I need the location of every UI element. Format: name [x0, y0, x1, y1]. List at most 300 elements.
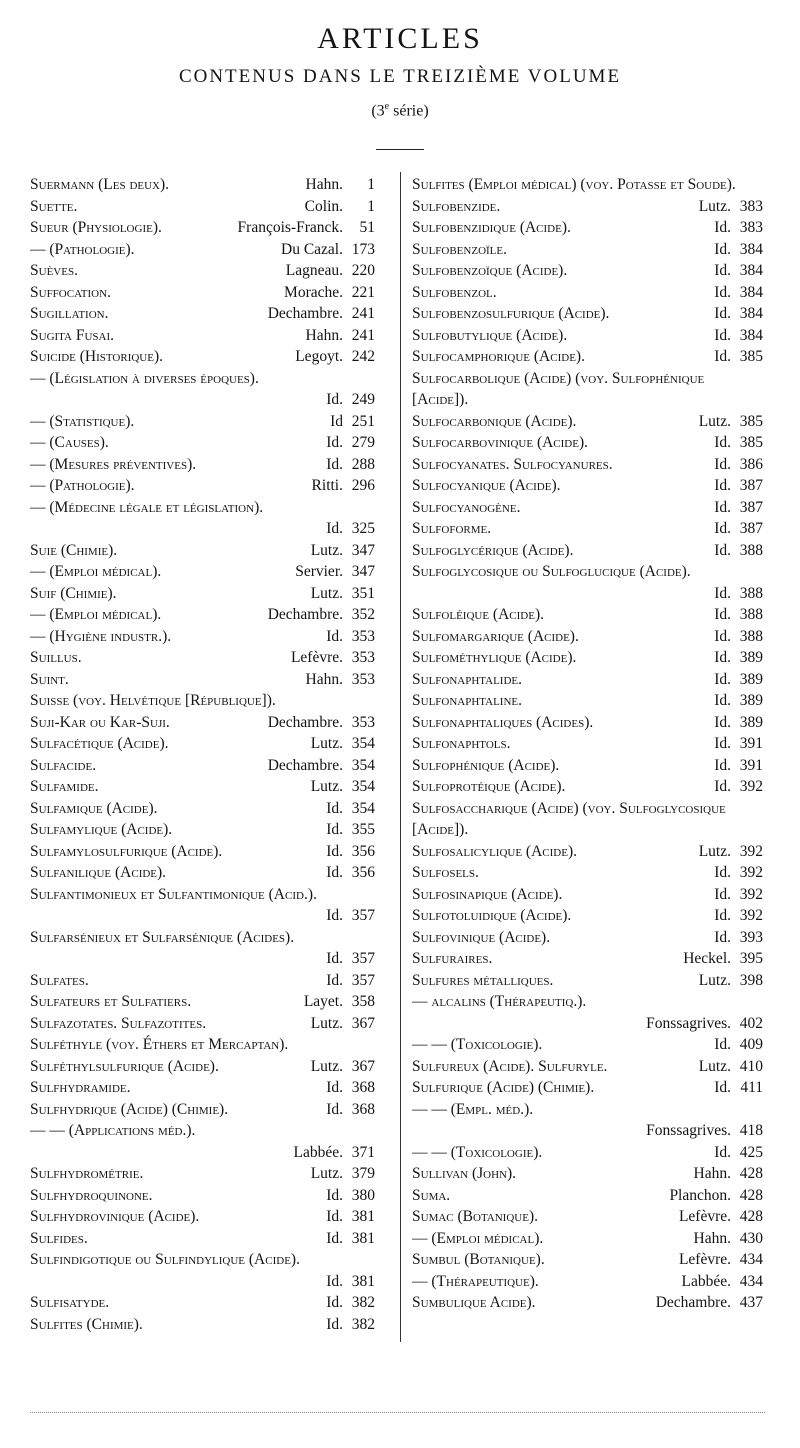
entry-author: Hahn. [305, 670, 343, 688]
entry-author: Id. [714, 928, 731, 946]
index-entry [412, 1056, 763, 1078]
entry-page: 428 [739, 1208, 763, 1225]
index-entry [30, 776, 375, 798]
entry-author: Du Cazal. [281, 240, 343, 258]
entry-label: Sulfosalicylique (Acide). [412, 842, 577, 860]
entry-author: Lutz. [310, 1165, 343, 1182]
entry-label: Suint. [30, 670, 69, 688]
entry-author: Id. [714, 713, 731, 731]
index-entry [30, 1099, 375, 1121]
entry-page: 383 [739, 219, 763, 236]
index-entry [412, 475, 763, 497]
index-entry [412, 1271, 763, 1293]
entry-label: Sulfhydramide. [30, 1079, 131, 1096]
index-entry [412, 604, 763, 626]
entry-label: Sulfhydroquinone. [30, 1186, 153, 1204]
entry-label: — — (Toxicologie). [412, 1036, 543, 1053]
entry-label: Sulfovinique (Acide). [412, 928, 551, 946]
entry-page: 389 [739, 670, 763, 688]
entry-label: — (Médecine légale et législation). [30, 498, 264, 516]
entry-page: 356 [351, 864, 375, 881]
entry-author: Id. [326, 1079, 343, 1096]
entry-label: Sulfocyanogène. [412, 498, 521, 516]
entry-author: Id. [326, 1208, 343, 1225]
entry-page: 411 [740, 1079, 763, 1096]
entry-label: Sulfhydrovinique (Acide). [30, 1208, 200, 1225]
entry-author: Lutz. [698, 197, 731, 215]
entry-page: 386 [739, 455, 763, 473]
entry-author: Id. [714, 735, 731, 752]
index-entry [30, 1056, 375, 1078]
index-entry [30, 1013, 375, 1035]
entry-page: 385 [739, 412, 763, 430]
entry-author: Id. [714, 477, 731, 494]
index-entry [412, 626, 763, 648]
entry-page: 381 [351, 1272, 375, 1290]
entry-author: Id. [326, 1272, 343, 1290]
entry-author: Id. [326, 1229, 343, 1247]
entry-page: 352 [351, 606, 375, 623]
entry-author: Id. [714, 627, 731, 645]
index-entry [412, 196, 763, 218]
index-entry [30, 1228, 375, 1250]
entry-label: Sulfocyanates. Sulfocyanures. [412, 455, 613, 473]
entry-label: Sulfobenzosulfurique (Acide). [412, 305, 610, 322]
entry-label: — — (Empl. méd.). [412, 1100, 534, 1118]
entry-page: 353 [351, 649, 375, 666]
entry-author: François-Franck. [237, 219, 343, 236]
index-entry [412, 669, 763, 691]
entry-page: 388 [739, 584, 763, 602]
entry-page: 382 [351, 1315, 375, 1333]
entry-label: Sulfisatyde. [30, 1294, 110, 1311]
entry-author: Hahn. [693, 1229, 731, 1247]
index-entry [412, 432, 763, 454]
entry-page: 367 [351, 1014, 375, 1032]
entry-label: — (Emploi médical). [30, 606, 162, 623]
entry-author: Dechambre. [267, 606, 343, 623]
entry-page: 347 [351, 563, 375, 580]
index-entry [30, 1292, 375, 1314]
entry-page: 398 [739, 971, 763, 989]
entry-author: Id. [714, 907, 731, 924]
entry-page: 241 [351, 305, 375, 322]
entry-page: 425 [739, 1143, 763, 1161]
entry-author: Id. [714, 434, 731, 451]
entry-label: Sulfonaphtols. [412, 735, 511, 752]
index-entry [412, 733, 763, 755]
entry-label: Sulfites (Chimie). [30, 1315, 143, 1333]
index-entry [30, 1034, 375, 1056]
entry-author: Id. [326, 520, 343, 537]
entry-page: 251 [351, 412, 375, 430]
entry-label: — — (Applications méd.). [30, 1122, 196, 1139]
entry-author: Layet. [303, 993, 343, 1010]
entry-page: 371 [351, 1143, 375, 1161]
index-entry [30, 260, 375, 282]
index-entry [412, 1185, 763, 1207]
index-entry [30, 196, 375, 218]
index-entry [30, 1314, 375, 1336]
entry-label: — — (Toxicologie). [412, 1143, 543, 1161]
entry-page: 384 [739, 326, 763, 344]
index-entry [412, 798, 763, 841]
entry-label: — (Thérapeutique). [412, 1272, 539, 1290]
entry-author: Id. [714, 692, 731, 709]
entry-page: 357 [351, 950, 375, 967]
index-entry [412, 497, 763, 519]
entry-author: Id. [326, 391, 343, 408]
entry-label: — (Emploi médical). [30, 563, 162, 580]
title-rule [376, 149, 424, 150]
entry-author: Id. [326, 627, 343, 645]
index-entry [30, 991, 375, 1013]
entry-label: Sulfonaphtaline. [412, 692, 522, 709]
entry-author: Lutz. [698, 412, 731, 430]
entry-label: Sulfocarbovinique (Acide). [412, 434, 588, 451]
entry-label: Sulféthyle (voy. Éthers et Mercaptan). [30, 1036, 289, 1053]
entry-label: Sulfazotates. Sulfazotites. [30, 1014, 207, 1032]
entry-page: 51 [359, 219, 375, 236]
entry-page: 381 [351, 1229, 375, 1247]
entry-label: Sulfomargarique (Acide). [412, 627, 579, 645]
entry-author: Lutz. [310, 778, 343, 795]
entry-author: Id. [714, 584, 731, 602]
entry-page: 389 [739, 649, 763, 666]
right-column [412, 174, 763, 1314]
index-entry [412, 905, 763, 927]
entry-page: 358 [351, 993, 375, 1010]
entry-page: 391 [739, 756, 763, 774]
entry-label: Sulfoglycosique ou Sulfoglucique (Acide). [412, 563, 691, 580]
entry-author: Hahn. [693, 1165, 731, 1182]
entry-page: 392 [739, 778, 763, 795]
entry-author: Id. [714, 1079, 731, 1096]
entry-page: 355 [351, 821, 375, 838]
index-entry [412, 325, 763, 347]
index-entry [412, 518, 763, 540]
entry-page: 368 [351, 1079, 375, 1096]
entry-label: Suie (Chimie). [30, 541, 118, 559]
entry-page: 385 [739, 348, 763, 365]
entry-page: 392 [739, 842, 763, 860]
entry-label: — (Hygiène industr.). [30, 627, 172, 645]
entry-author: Lutz. [310, 735, 343, 752]
entry-page: 1 [367, 197, 375, 215]
index-entry [412, 368, 763, 411]
entry-page: 384 [739, 305, 763, 322]
index-entry [30, 626, 375, 648]
entry-page: 389 [739, 692, 763, 709]
entry-label: Sulfanilique (Acide). [30, 864, 167, 881]
index-entry [30, 174, 375, 196]
entry-label: Sumbul (Botanique). [412, 1251, 545, 1268]
index-entry [412, 755, 763, 777]
entry-author: Lutz. [698, 842, 731, 860]
entry-author: Lutz. [698, 1057, 731, 1075]
index-entry [412, 841, 763, 863]
entry-label: Suffocation. [30, 283, 111, 301]
entry-page: 410 [739, 1057, 763, 1075]
entry-label: Sullivan (John). [412, 1165, 517, 1182]
entry-page: 384 [739, 283, 763, 301]
index-entry [412, 884, 763, 906]
index-entry [412, 690, 763, 712]
left-column [30, 174, 375, 1335]
entry-label: Suillus. [30, 649, 82, 666]
entry-page: 395 [739, 950, 763, 967]
entry-label: Sulfures métalliques. [412, 971, 554, 989]
entry-author: Id. [714, 670, 731, 688]
entry-page: 391 [739, 735, 763, 752]
entry-label: Sulfarsénieux et Sulfarsénique (Acides). [30, 928, 295, 946]
entry-author: Id. [326, 1186, 343, 1204]
entry-author: Dechambre. [267, 713, 343, 731]
entry-label: Sulfonaphtaliques (Acides). [412, 713, 594, 731]
entry-label: — (Législation à diverses époques). [30, 369, 259, 387]
entry-label: Sulfamylosulfurique (Acide). [30, 842, 223, 860]
index-entry [412, 1142, 763, 1164]
entry-label: Sulfoforme. [412, 520, 492, 537]
index-entry [30, 1249, 375, 1292]
entry-page: 357 [351, 971, 375, 989]
index-entry [30, 970, 375, 992]
entry-page: 388 [739, 627, 763, 645]
entry-page: 381 [351, 1208, 375, 1225]
entry-label: Sulfosels. [412, 864, 479, 881]
index-entry [30, 282, 375, 304]
entry-page: 279 [351, 434, 375, 451]
entry-author: Id. [714, 305, 731, 322]
entry-label: — (Causes). [30, 434, 109, 451]
entry-author: Id. [714, 455, 731, 473]
entry-page: 430 [739, 1229, 763, 1247]
entry-label: Sulfosaccharique (Acide) (voy. Sulfoglycosique [Acide]). [412, 799, 726, 838]
entry-author: Dechambre. [267, 305, 343, 322]
entry-label: Suisse (voy. Helvétique [République]). [30, 692, 276, 709]
entry-author: Id. [714, 778, 731, 795]
entry-author: Dechambre. [267, 756, 343, 774]
entry-author: Lefèvre. [678, 1251, 731, 1268]
entry-label: Sulfobenzidique (Acide). [412, 219, 571, 236]
entry-label: Sulfoglycérique (Acide). [412, 541, 574, 559]
entry-page: 382 [351, 1294, 375, 1311]
entry-page: 393 [739, 928, 763, 946]
entry-author: Id. [714, 1143, 731, 1161]
entry-author: Labbée. [293, 1143, 343, 1161]
entry-label: Sugita Fusai. [30, 326, 114, 344]
index-entry [30, 303, 375, 325]
entry-page: 428 [739, 1165, 763, 1182]
entry-author: Id. [714, 885, 731, 903]
entry-author: Lutz. [310, 1057, 343, 1075]
entry-author: Id. [714, 1036, 731, 1053]
entry-page: 380 [351, 1186, 375, 1204]
entry-author: Id. [326, 821, 343, 838]
entry-author: Lefèvre. [678, 1208, 731, 1225]
index-entry [412, 1163, 763, 1185]
entry-author: Id. [326, 907, 343, 924]
entry-page: 392 [739, 864, 763, 881]
index-entry [412, 862, 763, 884]
entry-page: 392 [739, 885, 763, 903]
entry-label: Suèves. [30, 262, 78, 279]
entry-label: Sulfophénique (Acide). [412, 756, 560, 774]
entry-page: 220 [351, 262, 375, 279]
entry-label: Sulfobenzol. [412, 283, 497, 301]
index-entry [412, 970, 763, 992]
index-entry [30, 1163, 375, 1185]
entry-label: Sumbulique Acide). [412, 1294, 536, 1311]
entry-author: Lefèvre. [290, 649, 343, 666]
entry-author: Id. [714, 649, 731, 666]
entry-page: 402 [739, 1014, 763, 1032]
entry-page: 388 [739, 541, 763, 559]
index-entry [412, 991, 763, 1034]
entry-author: Id. [714, 240, 731, 258]
entry-author: Id. [326, 434, 343, 451]
entry-label: Sugillation. [30, 305, 109, 322]
entry-page: 367 [351, 1057, 375, 1075]
entry-page: 379 [351, 1165, 375, 1182]
index-entry [30, 1206, 375, 1228]
entry-label: Sulfotoluidique (Acide). [412, 907, 572, 924]
index-entry [30, 432, 375, 454]
entry-label: Sulfantimonieux et Sulfantimonique (Acid.). [30, 885, 317, 903]
entry-label: Sulfurique (Acide) (Chimie). [412, 1079, 595, 1096]
entry-author: Id. [714, 756, 731, 774]
entry-author: Id. [714, 326, 731, 344]
entry-page: 384 [739, 262, 763, 279]
entry-page: 434 [739, 1251, 763, 1268]
index-entry [30, 819, 375, 841]
entry-label: — (Mesures préventives). [30, 455, 197, 473]
index-entry [30, 1185, 375, 1207]
entry-author: Id. [714, 520, 731, 537]
index-entry [412, 948, 763, 970]
entry-page: 387 [739, 520, 763, 537]
entry-label: Suif (Chimie). [30, 584, 117, 602]
index-entry [30, 1077, 375, 1099]
entry-label: Sumac (Botanique). [412, 1208, 538, 1225]
entry-label: Sulfoléique (Acide). [412, 606, 544, 623]
index-entry [30, 733, 375, 755]
entry-page: 356 [351, 842, 375, 860]
entry-page: 387 [739, 498, 763, 516]
entry-page: 241 [351, 326, 375, 344]
index-entry [412, 239, 763, 261]
entry-page: 347 [351, 541, 375, 559]
entry-page: 368 [351, 1100, 375, 1118]
entry-page: 409 [739, 1036, 763, 1053]
index-entry [412, 776, 763, 798]
entry-label: — (Emploi médical). [412, 1229, 544, 1247]
entry-author: Id. [714, 864, 731, 881]
entry-author: Id. [326, 842, 343, 860]
entry-label: Sulfobenzoïle. [412, 240, 507, 258]
entry-page: 389 [739, 713, 763, 731]
entry-label: Sulfides. [30, 1229, 88, 1247]
entry-page: 325 [351, 520, 375, 537]
entry-author: Servier. [295, 563, 343, 580]
index-entry [30, 712, 375, 734]
entry-author: Planchon. [669, 1186, 731, 1204]
index-entry [412, 411, 763, 433]
index-entry [30, 239, 375, 261]
bottom-rule [30, 1412, 765, 1413]
entry-author: Hahn. [305, 176, 343, 193]
entry-label: Suermann (Les deux). [30, 176, 170, 193]
entry-label: Suette. [30, 197, 78, 215]
entry-page: 296 [351, 477, 375, 494]
entry-page: 221 [351, 283, 375, 301]
index-entry [30, 884, 375, 927]
entry-author: Id [330, 412, 343, 430]
entry-page: 385 [739, 434, 763, 451]
index-entry [412, 1034, 763, 1056]
entry-author: Ritti. [311, 477, 343, 494]
entry-page: 354 [351, 735, 375, 752]
entry-label: Suji-Kar ou Kar-Suji. [30, 713, 170, 731]
entry-page: 392 [739, 907, 763, 924]
index-entry [30, 346, 375, 368]
index-entry [412, 282, 763, 304]
series-label: (3e série) [371, 101, 429, 120]
index-entry [412, 540, 763, 562]
entry-label: — (Pathologie). [30, 240, 135, 258]
index-entry [30, 690, 375, 712]
entry-author: Id. [714, 219, 731, 236]
entry-page: 288 [351, 455, 375, 473]
entry-author: Id. [714, 348, 731, 365]
entry-label: Sulfacétique (Acide). [30, 735, 169, 752]
index-entry [412, 260, 763, 282]
entry-label: Sulfuraires. [412, 950, 493, 967]
entry-label: Sulfométhylique (Acide). [412, 649, 577, 666]
entry-label: Sueur (Physiologie). [30, 219, 162, 236]
entry-author: Colin. [304, 197, 343, 215]
entry-label: Sulfamylique (Acide). [30, 821, 173, 838]
index-entry [412, 346, 763, 368]
entry-label: — (Pathologie). [30, 477, 135, 494]
index-entry [30, 540, 375, 562]
entry-page: 418 [739, 1122, 763, 1139]
entry-page: 357 [351, 907, 375, 924]
entry-label: Sulfites (Emploi médical) (voy. Potasse et Soude). [412, 176, 736, 193]
index-entry [30, 755, 375, 777]
entry-label: Sulfocyanique (Acide). [412, 477, 561, 494]
index-entry [412, 1249, 763, 1271]
entry-label: Sulfobenzide. [412, 197, 501, 215]
entry-author: Lutz. [310, 541, 343, 559]
index-entry [30, 798, 375, 820]
entry-author: Hahn. [305, 326, 343, 344]
entry-page: 434 [739, 1272, 763, 1290]
entry-page: 353 [351, 670, 375, 688]
entry-author: Id. [326, 1294, 343, 1311]
entry-label: Sulfhydrique (Acide) (Chimie). [30, 1100, 229, 1118]
index-entry [30, 647, 375, 669]
entry-page: 388 [739, 606, 763, 623]
index-entry [30, 454, 375, 476]
entry-author: Lutz. [698, 971, 731, 989]
entry-label: Sulfoprotéique (Acide). [412, 778, 566, 795]
entry-author: Legoyt. [295, 348, 343, 365]
entry-label: Sulfamique (Acide). [30, 799, 158, 817]
entry-author: Id. [326, 864, 343, 881]
index-entry [412, 174, 763, 196]
entry-page: 353 [351, 713, 375, 731]
